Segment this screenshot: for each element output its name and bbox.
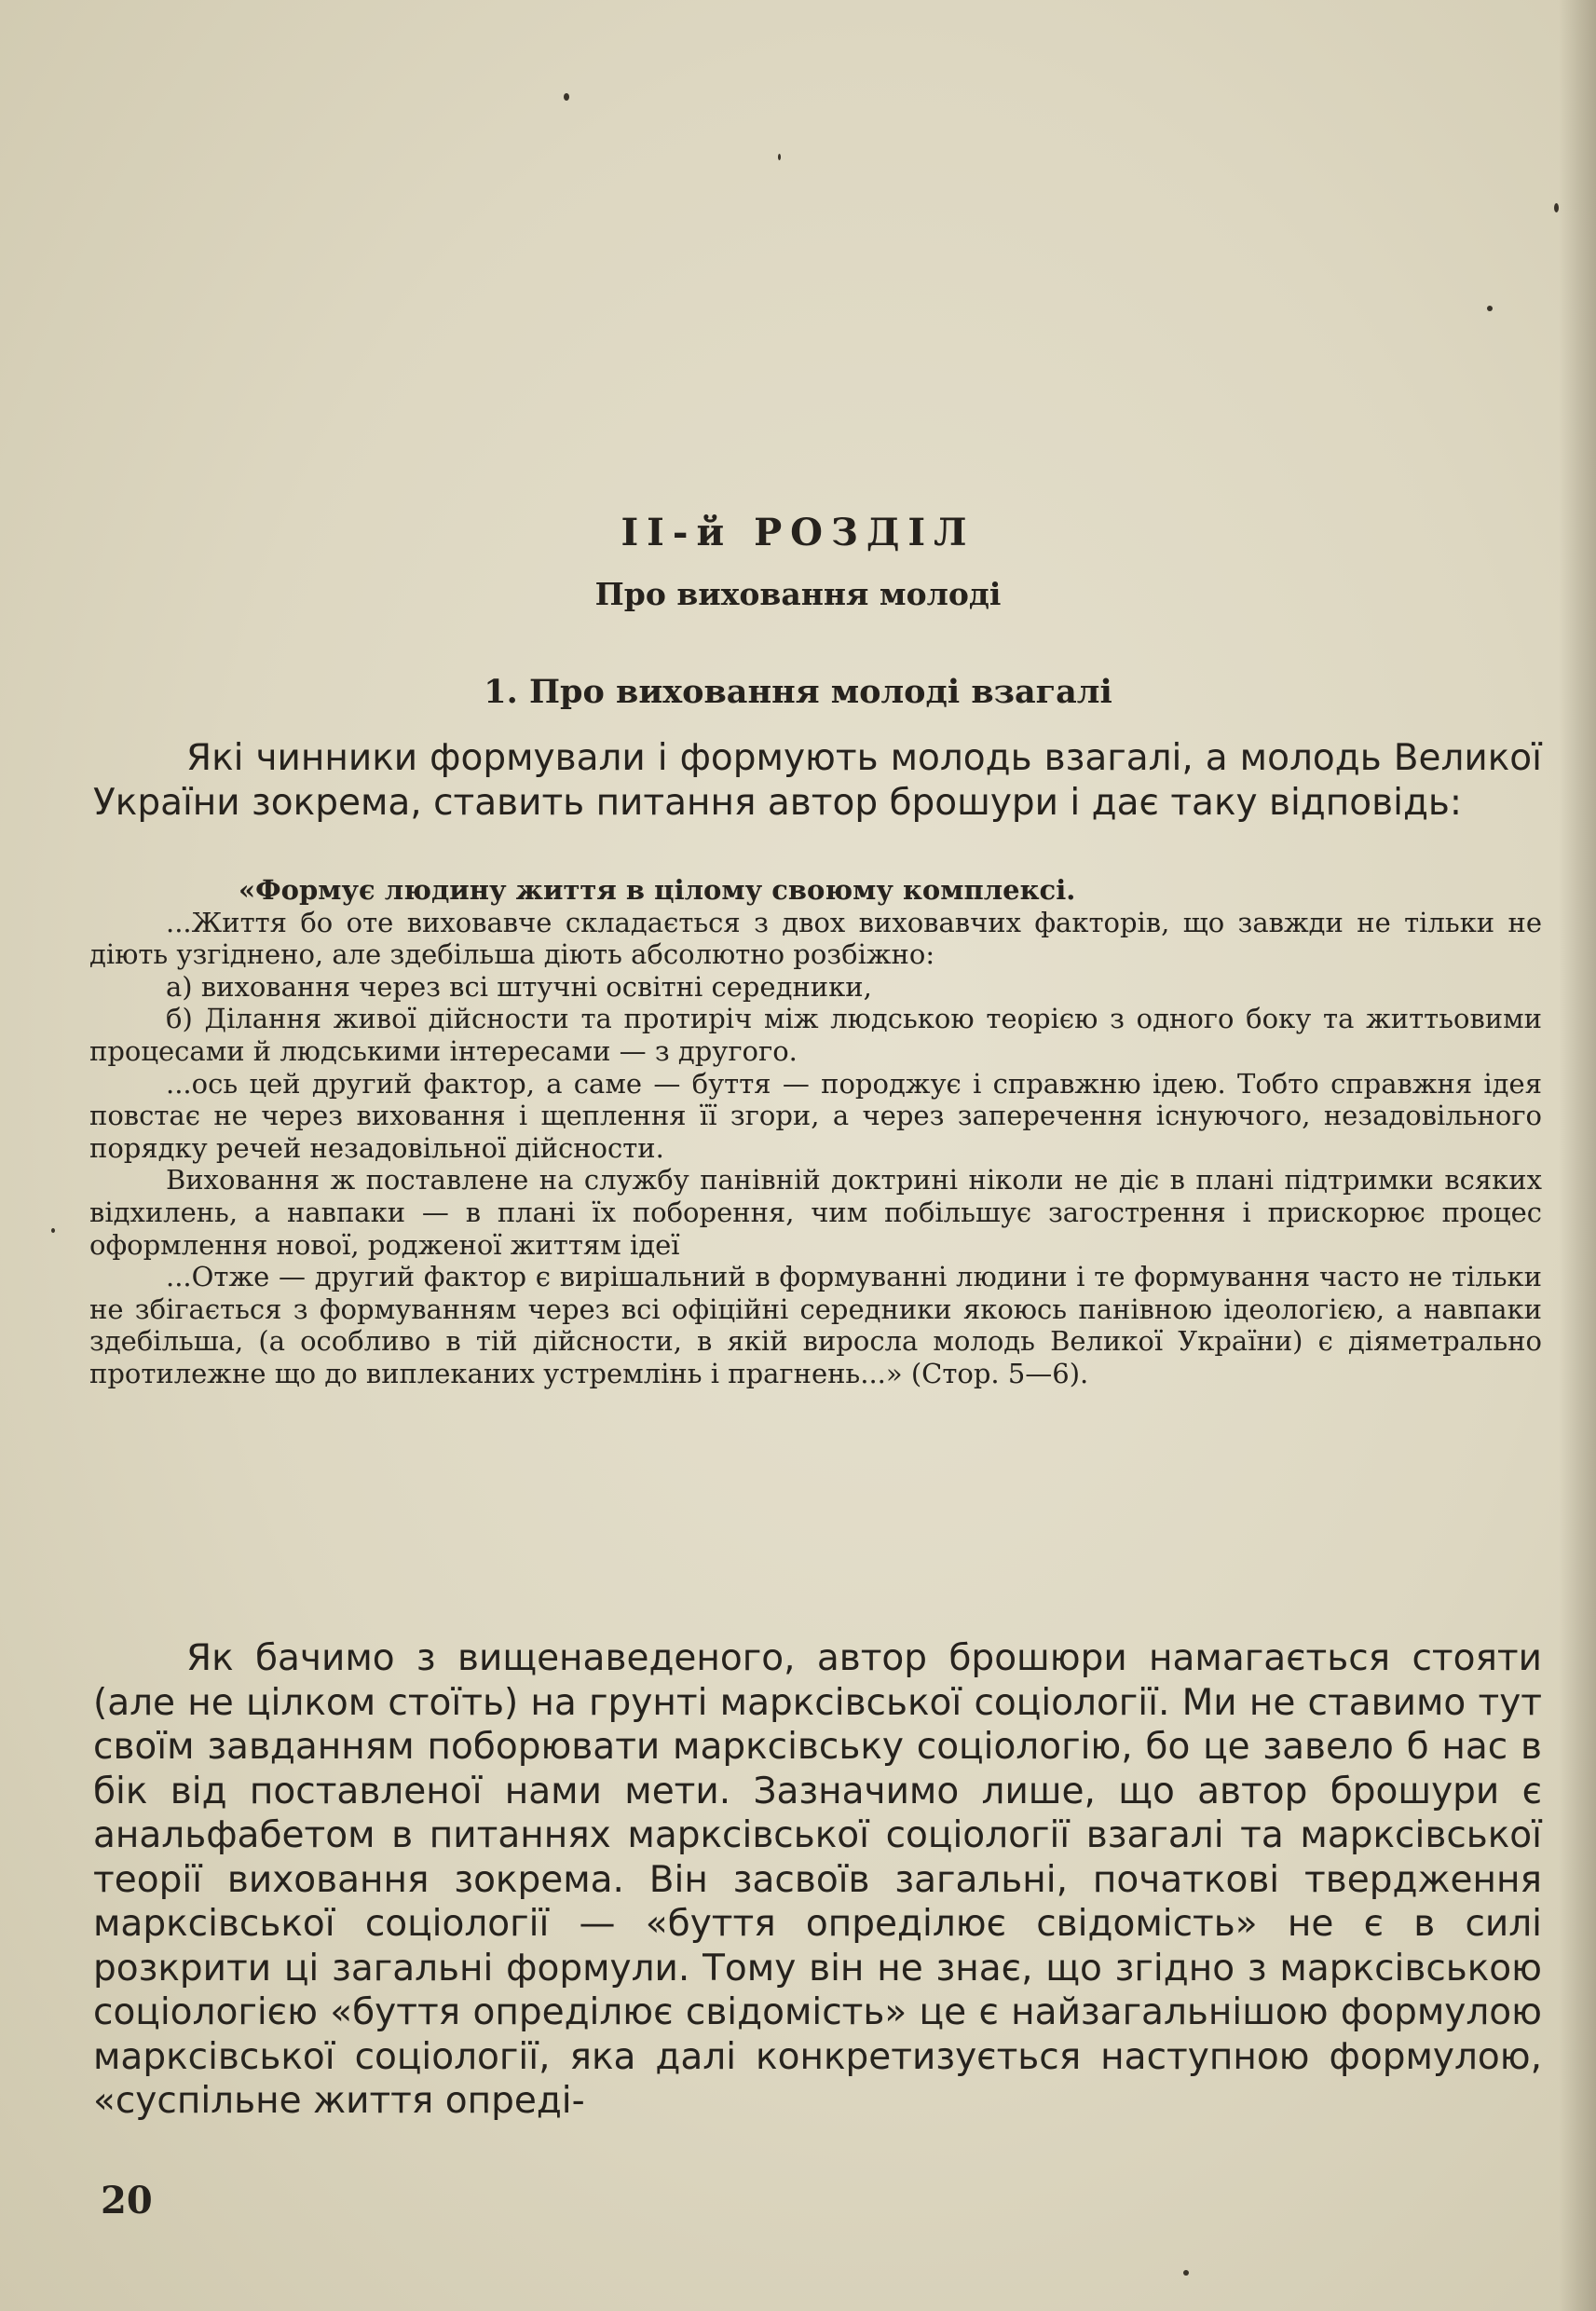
ink-speck [564,93,569,101]
body-paragraph-intro: Які чинники формували і формують молодь взагалі, а молодь Великої України зокрема, ставить питання автор брошури і дає таку відповідь: [93,737,1542,824]
block-quote [89,874,1542,1390]
ink-speck [1183,2270,1189,2276]
ink-speck [51,1228,55,1233]
chapter-title: ІІ-й РОЗДІЛ [621,511,975,554]
quote-paragraph: ...Життя бо оте виховавче складається з двох виховавчих факторів, що завжди не тільки не діють узгіднено, але здебільша діють абсолютно розбіжно: [89,906,1542,971]
ink-speck [778,154,781,160]
chapter-subtitle: Про виховання молоді [594,576,1002,612]
ink-speck [1554,203,1559,212]
quote-paragraph: Виховання ж поставлене на службу панівній доктрині ніколи не діє в плані підтримки всяких відхилень, а навпаки — в плані їх поборення, чим побільшує загострення і прискорює процес оформлення нової, родженої життям ідеї [89,1164,1542,1261]
quote-paragraph: ...ось цей другий фактор, а саме — буття — породжує і справжню ідею. Тобто справжня ідея повстає не через виховання і щеплення її згори, а через заперечення існуючого, незадовільного порядку речей незадовільної дійсности. [89,1067,1542,1164]
quote-paragraph: а) виховання через всі штучні освітні середники, [166,970,872,1003]
ink-speck [1487,306,1493,311]
quote-paragraph: «Формує людину життя в цілому своюму комплексі. [239,874,1076,906]
page-edge-shadow [1559,0,1596,2311]
quote-paragraph: б) Ділання живої дійсности та протиріч між людською теорією з одного боку та життьовими процесами й людськими інтересами — з другого. [89,1003,1542,1067]
page-number: 20 [101,2179,153,2222]
body-paragraph-commentary: Як бачимо з вищенаведеного, автор брошюри намагається стояти (але не цілком стоїть) на грунті марксівської соціології. Ми не ставимо тут своїм завданням поборювати марксівську соціологію, бо це завело б нас в бік від поставленої нами мети. Зазначимо лише, що автор брошури є анальфабетом в питаннях марксівської соціології взагалі та марксівської теорії виховання зокрема. Він засвоїв загальні, початкові твердження марксівської соціології — «буття опреділює свідомість» не є в силі розкрити ці загальні формули. Тому він не знає, що згідно з марксівською соціологією «буття опреділює свідомість» це є найзагальнішою формулою марксівської соціології, яка далі конкретизується наступною формулою, «суспільне життя опреді- [93,1637,1542,2122]
quote-paragraph: ...Отже — другий фактор є вирішальний в формуванні людини і те формування часто не тільки не збігається з формуванням через всі офіційні середники якоюсь панівною ідеологією, а навпаки здебільша, (а особливо в тій дійсности, в якій виросла молодь Великої України) є діяметрально протилежне що до виплеканих устремлінь і прагнень...» (Стор. 5—6). [89,1261,1542,1389]
section-title: 1. Про виховання молоді взагалі [484,673,1112,711]
